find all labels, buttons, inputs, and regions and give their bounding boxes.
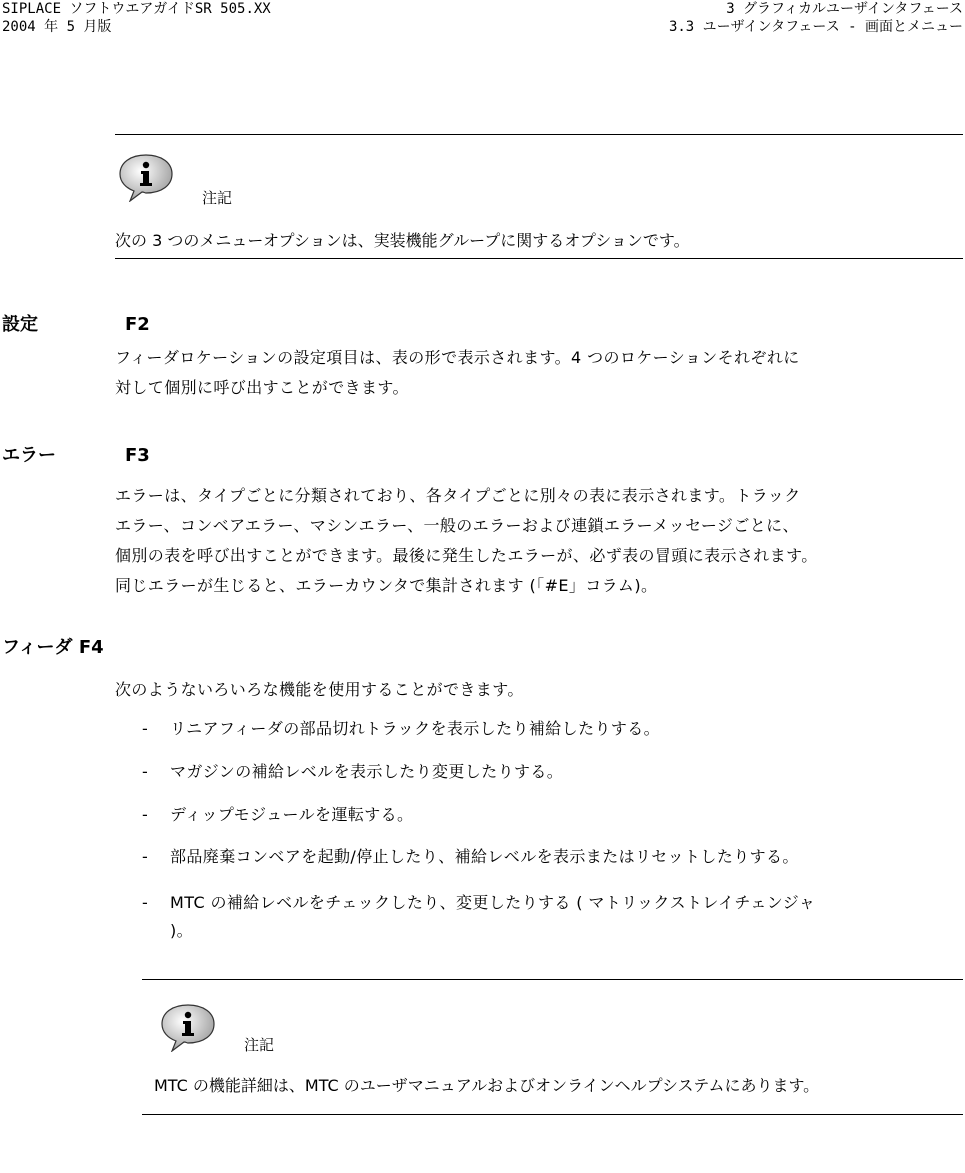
note1-top-divider xyxy=(115,134,963,135)
section-settings-title: 設定 xyxy=(2,314,38,335)
list-bullet: - xyxy=(142,893,149,912)
list-item-text: 部品廃棄コンベアを起動/停止したり、補給レベルを表示またはリセットしたりする。 xyxy=(170,847,799,866)
note1-bottom-divider xyxy=(115,258,963,259)
paragraph-line: 同じエラーが生じると、エラーカウンタで集計されます (「#E」コラム)。 xyxy=(115,576,658,595)
paragraph-line: 個別の表を呼び出すことができます。最後に発生したエラーが、必ず表の冒頭に表示されます。 xyxy=(115,546,818,565)
section-title: 3.3 ユーザインタフェース - 画面とメニュー xyxy=(668,19,963,35)
paragraph-line: 対して個別に呼び出すことができます。 xyxy=(115,378,409,397)
section-error-title: エラー xyxy=(2,445,56,466)
page-header-left xyxy=(2,0,271,36)
section-error-body xyxy=(115,481,818,601)
section-feeder-title: フィーダ F4 xyxy=(2,637,104,658)
list-item-text: マガジンの補給レベルを表示したり変更したりする。 xyxy=(170,762,564,781)
list-item-text: MTC の補給レベルをチェックしたり、変更したりする ( マトリックストレイチェンジャ xyxy=(170,893,816,912)
note2-label: 注記 xyxy=(244,1036,275,1054)
note1-label: 注記 xyxy=(202,189,233,207)
list-bullet: - xyxy=(142,719,149,738)
section-error-key: F3 xyxy=(125,445,150,466)
section-settings-body xyxy=(115,343,800,403)
document-title: SIPLACE ソフトウエアガイドSR 505.XX xyxy=(2,1,271,17)
note2-top-divider xyxy=(142,979,963,980)
paragraph-line: フィーダロケーションの設定項目は、表の形で表示されます。4 つのロケーションそれぞれに xyxy=(115,348,800,367)
note2-bottom-divider xyxy=(142,1114,963,1115)
list-item-text: ディップモジュールを運転する。 xyxy=(170,805,414,824)
note2-text: MTC の機能詳細は、MTC のユーザマニュアルおよびオンラインヘルプシステムにあります。 xyxy=(154,1076,820,1095)
paragraph-line: エラーは、タイプごとに分類されており、各タイプごとに別々の表に表示されます。トラック xyxy=(115,486,801,505)
list-bullet: - xyxy=(142,847,149,866)
page-header-right xyxy=(669,0,963,36)
info-speech-bubble-icon xyxy=(158,1002,218,1052)
chapter-title: 3 グラフィカルユーザインタフェース xyxy=(726,1,963,17)
list-item xyxy=(142,719,660,739)
section-feeder-body xyxy=(115,675,524,705)
list-item xyxy=(142,805,413,825)
list-item-text: リニアフィーダの部品切れトラックを表示したり補給したりする。 xyxy=(170,719,661,738)
list-item-continuation: )。 xyxy=(170,921,194,940)
section-settings-key: F2 xyxy=(125,314,150,335)
document-date: 2004 年 5 月版 xyxy=(2,19,112,35)
paragraph-line: 次のようないろいろな機能を使用することができます。 xyxy=(115,680,524,699)
list-item xyxy=(142,889,815,945)
list-item xyxy=(142,762,563,782)
list-item xyxy=(142,847,799,867)
note1-text: 次の 3 つのメニューオプションは、実装機能グループに関するオプションです。 xyxy=(115,231,690,250)
paragraph-line: エラー、コンベアエラー、マシンエラー、一般のエラーおよび連鎖エラーメッセージごとに、 xyxy=(115,516,799,535)
list-bullet: - xyxy=(142,762,149,781)
list-bullet: - xyxy=(142,805,149,824)
info-speech-bubble-icon xyxy=(116,152,176,202)
